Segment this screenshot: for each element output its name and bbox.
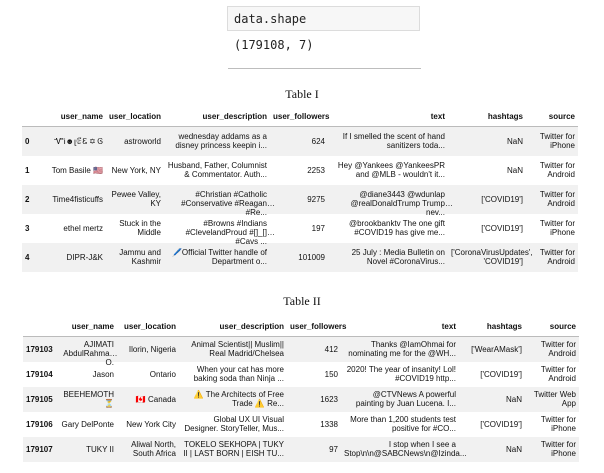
- cell-user-location: Pewee Valley, KY: [111, 190, 161, 208]
- row-index: 179105: [26, 394, 53, 404]
- table-row: [22, 214, 578, 243]
- cell-user-name: BEEHEMOTH ⏳: [63, 390, 114, 408]
- table-row: [22, 156, 578, 185]
- cell-hashtags: NaN: [506, 165, 523, 175]
- table-row: [23, 387, 579, 412]
- cell-user-location: Aliwal North, South Africa: [131, 440, 176, 458]
- column-header: hashtags: [459, 316, 525, 337]
- cell-source: Twitter for iPhone: [540, 415, 576, 433]
- cell-source: Twitter for Android: [540, 365, 576, 383]
- column-header: source: [526, 106, 578, 127]
- cell-text: Thanks @IamOhmai for nominating me for the @WH...: [348, 340, 456, 359]
- cell-user-description: wednesday addams as a disney princess keepin i...: [175, 132, 267, 151]
- cell-user-description: Husband, Father, Columnist & Commentator. Auth...: [167, 161, 267, 179]
- cell-user-followers: 9275: [307, 194, 325, 204]
- cell-user-description: 🖊️Official Twitter handle of Department o...: [171, 248, 267, 266]
- cell-user-followers: 624: [311, 136, 325, 146]
- table-header-row: [22, 106, 578, 127]
- cell-user-followers: 1338: [320, 419, 338, 429]
- cell-user-name: AJIMATI AbdulRahman O.: [63, 340, 114, 368]
- cell-user-description: TOKELO SEKHOPA | TUKY II | LAST BORN | EISH TU...: [183, 440, 284, 458]
- column-header: source: [525, 316, 579, 337]
- cell-hashtags: ['COVID19']: [480, 419, 522, 429]
- cell-user-location: New York, NY: [111, 165, 161, 175]
- row-index: 0: [25, 136, 30, 146]
- row-index: 179103: [26, 344, 53, 354]
- cell-hashtags: NaN: [505, 444, 522, 454]
- cell-user-location: Jammu and Kashmir: [119, 248, 161, 266]
- cell-text: 25 July : Media Bulletin on Novel #CoronaVirus...: [351, 248, 445, 266]
- cell-user-name: Tom Basile 🇺🇸: [51, 165, 103, 175]
- cell-user-name: TUKY II: [86, 444, 114, 454]
- table-row: [22, 243, 578, 272]
- code-text: data.shape: [234, 12, 307, 26]
- table1-caption: Table I: [285, 87, 319, 101]
- column-header: user_name: [42, 106, 106, 127]
- cell-source: Twitter Web App: [533, 390, 576, 408]
- column-header: text: [328, 106, 448, 127]
- cell-user-followers: 412: [324, 344, 338, 354]
- column-header: user_location: [117, 316, 179, 337]
- cell-user-followers: 2253: [307, 165, 325, 175]
- cell-hashtags: ['COVID19']: [481, 223, 523, 233]
- cell-user-description: #Browns #Indians #ClevelandProud #[]_[] #Cavs ...: [185, 219, 267, 246]
- cell-user-name: DIPR-J&K: [66, 252, 103, 262]
- output-text: (179108, 7): [234, 38, 314, 52]
- cell-source: Twitter for iPhone: [539, 219, 575, 237]
- cell-text: I stop when I see a Stop\n\n@SABCNews\n@Izinda...: [344, 440, 467, 458]
- table-row: [23, 437, 579, 462]
- table-row: [23, 337, 579, 362]
- table2-caption: Table II: [283, 294, 321, 308]
- cell-user-name: ethel mertz: [63, 223, 103, 233]
- cell-user-description: Animal Scientist|| Muslim|| Real Madrid/Chelsea: [191, 340, 284, 359]
- column-header: user_description: [179, 316, 287, 337]
- cell-user-name: ᏉᎥ☻լꂅᏋ ✡ Ꮆ: [54, 136, 103, 146]
- table-header-row: [23, 316, 579, 337]
- column-header: user_name: [55, 316, 117, 337]
- dataframe-table-2: [23, 316, 579, 462]
- code-cell[interactable]: [227, 6, 420, 31]
- cell-source: Twitter for Android: [540, 340, 576, 359]
- cell-source: Twitter for Android: [539, 190, 575, 208]
- row-index: 2: [25, 194, 30, 204]
- table-row: [23, 412, 579, 437]
- cell-text: If I smelled the scent of hand sanitizers toda...: [342, 132, 445, 151]
- row-index: 179104: [26, 369, 53, 379]
- cell-hashtags: NaN: [505, 394, 522, 404]
- cell-source: Twitter for iPhone: [540, 440, 576, 458]
- divider: [228, 68, 421, 69]
- cell-user-location: New York City: [126, 419, 176, 429]
- cell-hashtags: NaN: [506, 136, 523, 146]
- cell-source: Twitter for iPhone: [539, 132, 575, 151]
- cell-user-description: Global UX UI Visual Designer. StoryTeller, Mus...: [184, 415, 284, 433]
- cell-user-description: When your cat has more baking soda than Ninja ...: [193, 365, 284, 383]
- column-header: [22, 106, 42, 127]
- cell-user-description: #Christian #Catholic #Conservative #Reagan #Re...: [181, 190, 267, 217]
- cell-user-location: Stuck in the Middle: [119, 219, 161, 237]
- column-header: user_description: [164, 106, 270, 127]
- row-index: 3: [25, 223, 30, 233]
- column-header: user_location: [106, 106, 164, 127]
- cell-user-name: Jason: [92, 369, 114, 379]
- column-header: [23, 316, 55, 337]
- row-index: 1: [25, 165, 30, 175]
- cell-hashtags: ['CoronaVirusUpdates', 'COVID19']: [451, 248, 533, 266]
- column-header: user_followers: [270, 106, 328, 127]
- cell-user-location: 🇨🇦 Canada: [135, 394, 176, 404]
- cell-user-followers: 150: [324, 369, 338, 379]
- row-index: 4: [25, 252, 30, 262]
- cell-text: 2020! The year of insanity! Lol! #COVID19 http...: [346, 365, 456, 383]
- row-index: 179107: [26, 444, 53, 454]
- table-row: [22, 127, 578, 156]
- cell-text: @CTVNews A powerful painting by Juan Lucena. I...: [355, 390, 456, 408]
- row-index: 179106: [26, 419, 53, 429]
- cell-user-name: Time4fisticuffs: [52, 194, 103, 204]
- cell-user-followers: 197: [311, 223, 325, 233]
- cell-user-followers: 1623: [320, 394, 338, 404]
- cell-user-location: astroworld: [124, 136, 161, 146]
- cell-text: @brookbanktv The one gift #COVID19 has give me...: [348, 219, 445, 237]
- cell-user-location: Ontario: [149, 369, 176, 379]
- cell-user-followers: 97: [329, 444, 338, 454]
- cell-text: Hey @Yankees @YankeesPR and @MLB - wouldn't it...: [337, 161, 445, 179]
- cell-text: More than 1,200 students test positive for #CO...: [350, 415, 456, 433]
- cell-text: @diane3443 @wdunlap @realDonaldTrump Trump nev...: [350, 190, 445, 217]
- dataframe-table-1: [22, 106, 578, 272]
- column-header: user_followers: [287, 316, 341, 337]
- cell-user-description: ⚠️ The Architects of Free Trade ⚠️ Re...: [193, 390, 284, 408]
- cell-user-name: Gary DelPonte: [61, 419, 114, 429]
- column-header: text: [341, 316, 459, 337]
- cell-user-followers: 101009: [298, 252, 325, 262]
- cell-user-location: Ilorin, Nigeria: [128, 344, 176, 354]
- cell-source: Twitter for Android: [539, 161, 575, 179]
- cell-hashtags: ['COVID19']: [480, 369, 522, 379]
- cell-hashtags: ['WearAMask']: [471, 344, 522, 354]
- column-header: hashtags: [448, 106, 526, 127]
- cell-hashtags: ['COVID19']: [481, 194, 523, 204]
- cell-source: Twitter for Android: [539, 248, 575, 266]
- table-row: [22, 185, 578, 214]
